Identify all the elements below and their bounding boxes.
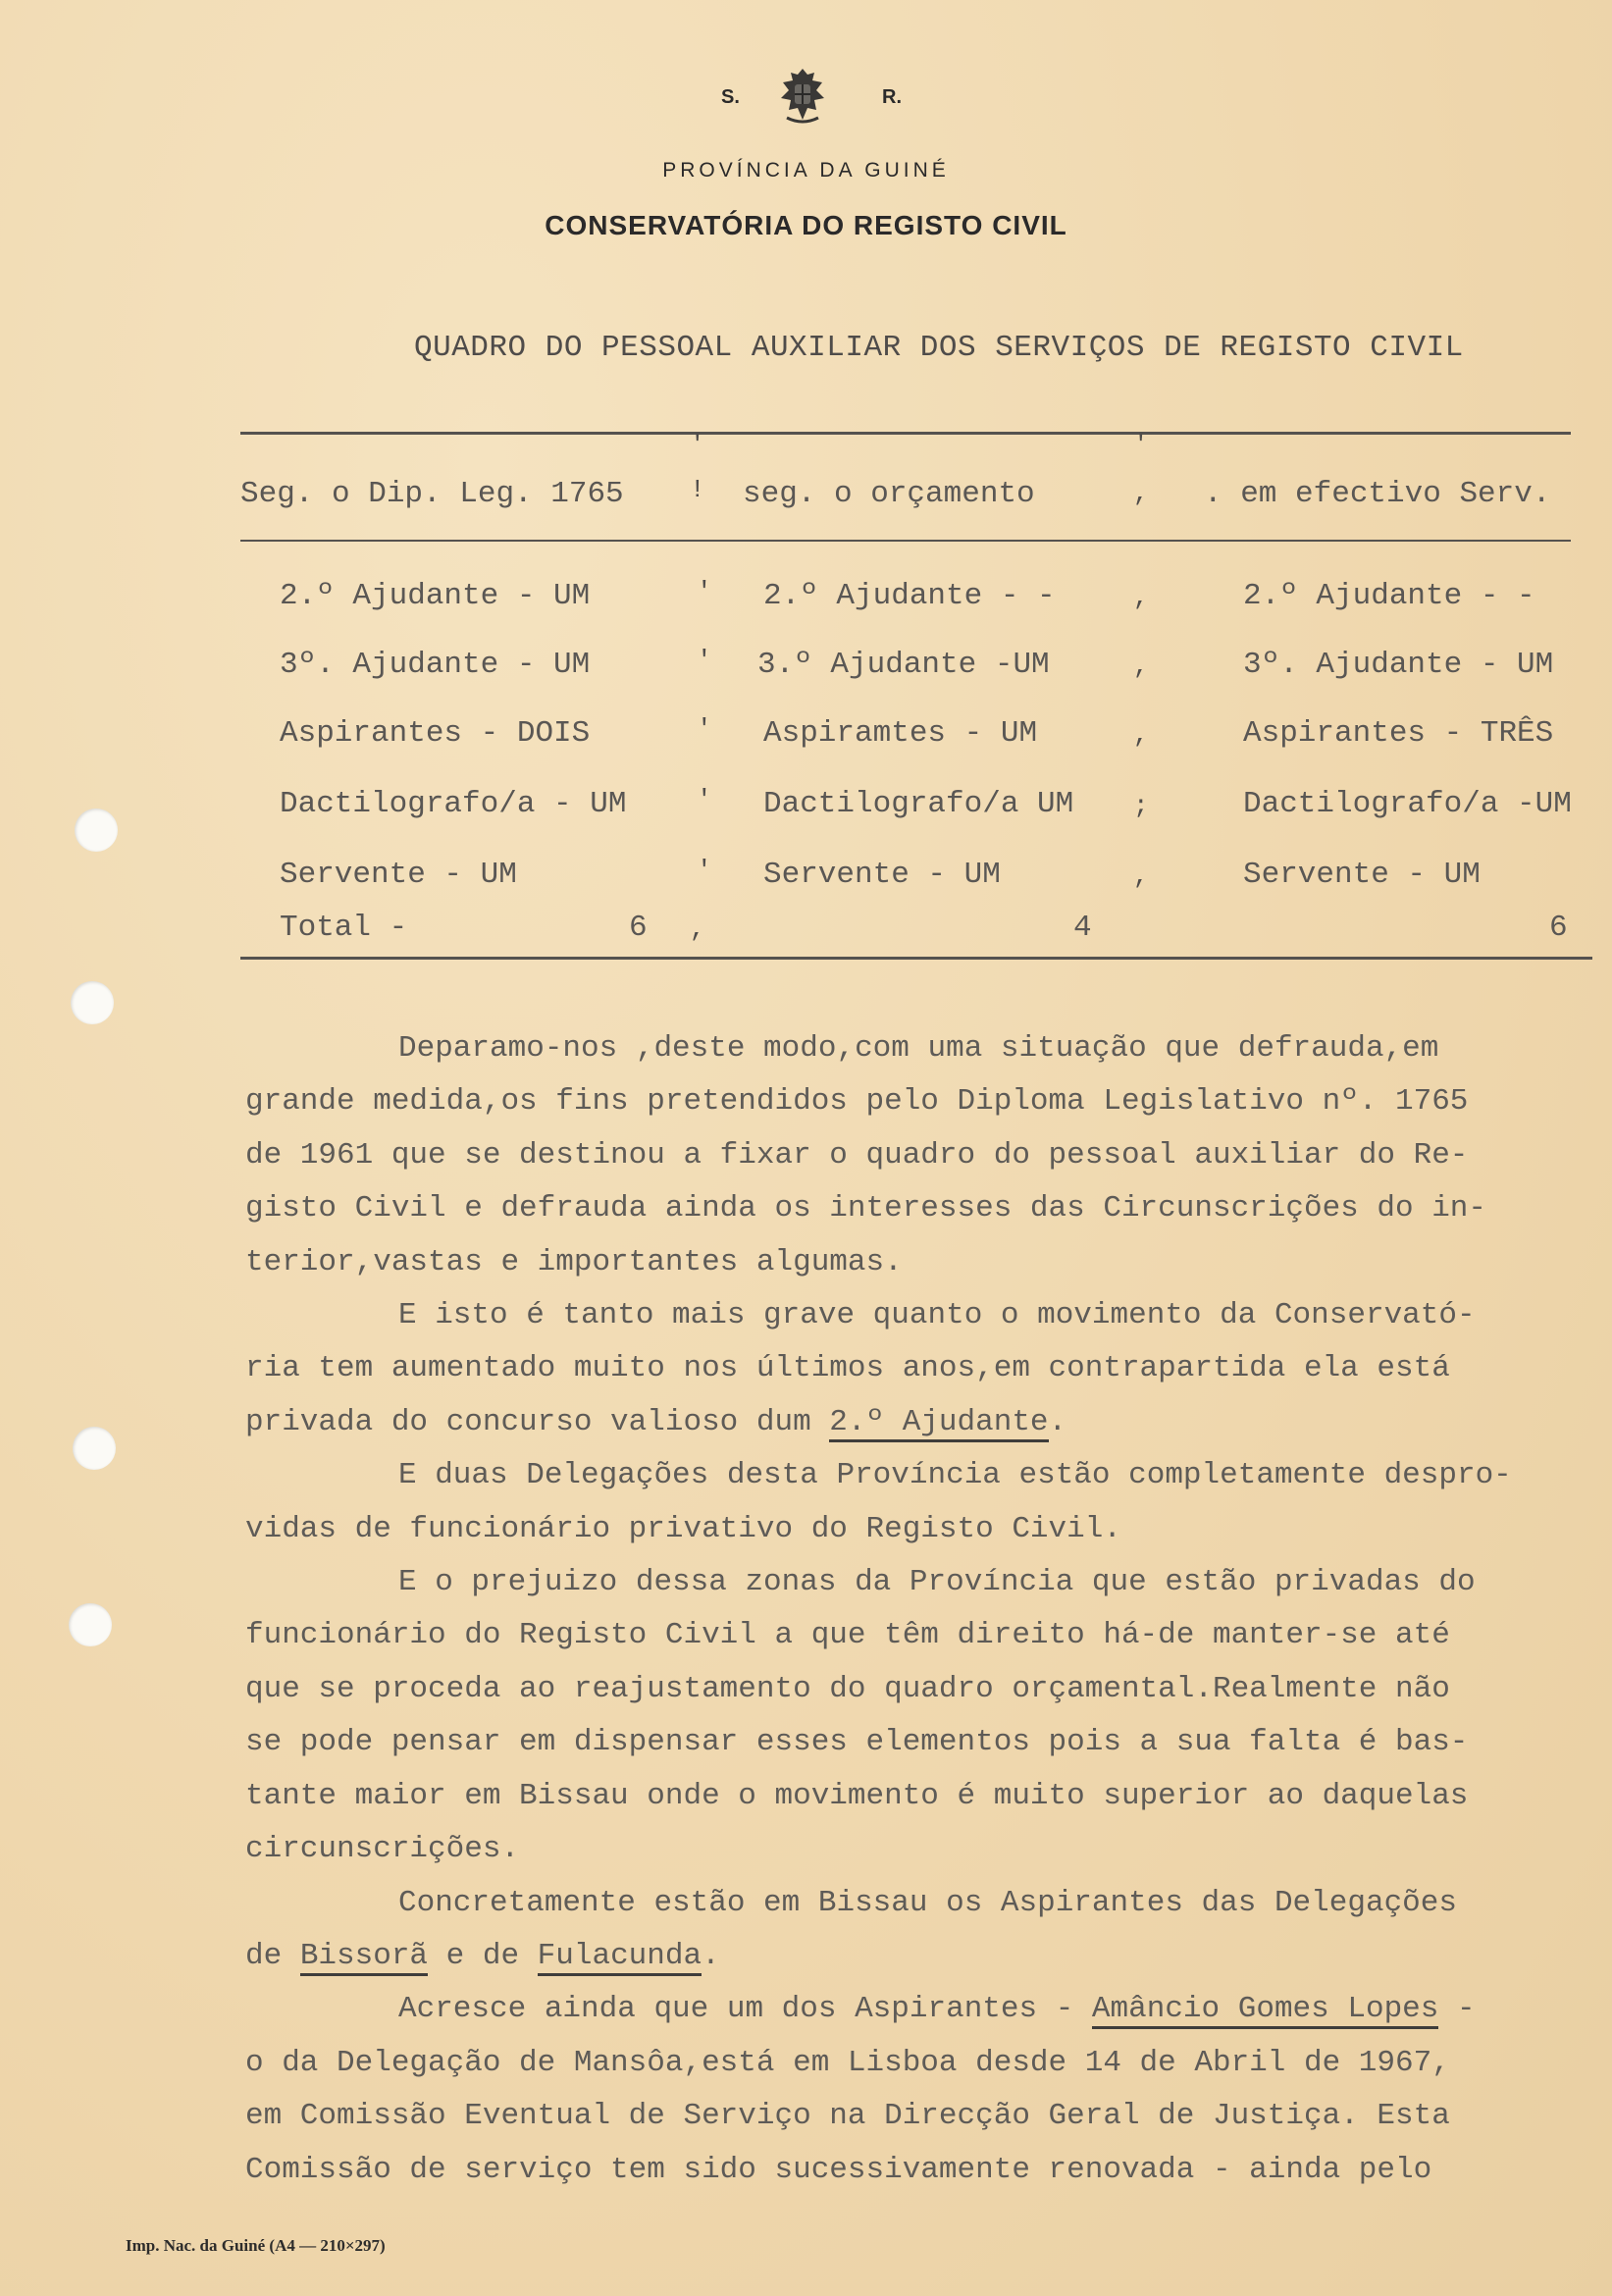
punch-hole [73, 1427, 116, 1470]
table-cell: 3º. Ajudante - UM [1243, 648, 1554, 682]
body-text-segment: terior,vastas e importantes algumas. [245, 1244, 903, 1279]
body-text-segment: Deparamo-nos ,deste modo,com uma situação que defrauda,em [398, 1031, 1439, 1066]
table-top-rule [240, 432, 1571, 435]
body-text-segment: que se proceda ao reajustamento do quadro orçamental.Realmente não [245, 1671, 1450, 1706]
body-text-segment: . [1048, 1404, 1067, 1439]
body-text-segment: ria tem aumentado muito nos últimos anos,em contrapartida ela está [245, 1351, 1450, 1386]
body-line [245, 2037, 1565, 2090]
coat-of-arms-seal [775, 65, 830, 128]
column-separator: ' [690, 430, 705, 459]
body-line [245, 1449, 1565, 1502]
body-line [245, 1556, 1565, 1609]
column-separator: ' [697, 714, 712, 744]
underlined-text: Fulacunda [538, 1939, 702, 1976]
body-line [245, 1075, 1565, 1128]
office-heading: CONSERVATÓRIA DO REGISTO CIVIL [545, 210, 1067, 240]
document-title: QUADRO DO PESSOAL AUXILIAR DOS SERVIÇOS DE REGISTO CIVIL [414, 331, 1464, 365]
column-separator: ; [1133, 791, 1149, 820]
body-line [245, 1182, 1565, 1235]
column-separator: , [1133, 479, 1149, 508]
table-cell: Servente - UM [280, 858, 517, 892]
body-text-segment: Concretamente estão em Bissau os Aspirantes das Delegações [398, 1885, 1457, 1920]
total-label: Total - [280, 911, 408, 945]
province-heading: PROVÍNCIA DA GUINÉ [662, 159, 950, 182]
underlined-text: Bissorã [300, 1939, 428, 1976]
table-cell: Dactilografo/a -UM [1243, 787, 1572, 821]
punch-hole [75, 809, 118, 852]
table-cell: 2.º Ajudante - - [1243, 579, 1535, 613]
body-text-segment: E duas Delegações desta Província estão completamente despro- [398, 1458, 1512, 1493]
body-text-segment: em Comissão Eventual de Serviço na Direcção Geral de Justiça. Esta [245, 2099, 1450, 2134]
column-separator: , [1133, 583, 1149, 612]
body-line [245, 2144, 1565, 2197]
column-separator: , [1133, 720, 1149, 750]
column-separator: ' [697, 785, 712, 814]
body-line [245, 1663, 1565, 1716]
header-cell: seg. o orçamento [743, 477, 1035, 511]
total-value: 4 [1073, 911, 1092, 945]
body-text-segment: grande medida,os fins pretendidos pelo Diploma Legislativo nº. 1765 [245, 1084, 1469, 1120]
body-text-segment: gisto Civil e defrauda ainda os interesses das Circunscrições do in- [245, 1191, 1487, 1226]
body-text-segment: funcionário do Registo Civil a que têm direito há-de manter-se até [245, 1618, 1450, 1653]
header-cell: Seg. o Dip. Leg. 1765 [240, 477, 624, 511]
body-text-segment: o da Delegação de Mansôa,está em Lisboa desde 14 de Abril de 1967, [245, 2045, 1450, 2080]
table-cell: 2.º Ajudante - UM [280, 579, 591, 613]
column-separator: , [1133, 652, 1149, 681]
table-cell: 3º. Ajudante - UM [280, 648, 591, 682]
table-bottom-rule [240, 957, 1592, 960]
body-text-segment: e de [428, 1938, 538, 1973]
body-line [245, 1770, 1565, 1823]
body-text-segment: privada do concurso valioso dum [245, 1404, 830, 1439]
body-line [245, 1129, 1565, 1182]
body-line [245, 1930, 1565, 1983]
table-cell: Servente - UM [1243, 858, 1481, 892]
table-cell: Servente - UM [763, 858, 1001, 892]
body-text-segment: E isto é tanto mais grave quanto o movimento da Conservató- [398, 1298, 1476, 1333]
body-text-segment: se pode pensar em dispensar esses elementos pois a sua falta é bas- [245, 1725, 1469, 1760]
body-line [245, 1289, 1565, 1342]
letterhead-right-initial: R. [882, 86, 902, 108]
column-separator: , [690, 914, 705, 944]
body-line [245, 1022, 1565, 1075]
header-cell: . em efectivo Serv. [1204, 477, 1551, 511]
body-line [245, 1609, 1565, 1662]
table-header-rule [240, 540, 1571, 542]
body-line [245, 1716, 1565, 1769]
letter-body [245, 1022, 1565, 2197]
body-text-segment: de 1961 que se destinou a fixar o quadro do pessoal auxiliar do Re- [245, 1137, 1469, 1173]
punch-hole [71, 981, 114, 1024]
body-text-segment: Acresce ainda que um dos Aspirantes - [398, 1992, 1092, 2027]
body-text-segment: - [1438, 1992, 1476, 2027]
body-line [245, 1236, 1565, 1289]
body-text-segment: . [702, 1938, 720, 1973]
column-separator: ' [1133, 430, 1149, 459]
column-separator: , [1133, 861, 1149, 891]
punch-hole [69, 1603, 112, 1646]
table-cell: Aspiramtes - UM [763, 716, 1038, 751]
body-line [245, 1877, 1565, 1930]
body-line [245, 2090, 1565, 2143]
body-text-segment: de [245, 1938, 300, 1973]
body-line [245, 1396, 1565, 1449]
table-cell: 2.º Ajudante - - [763, 579, 1056, 613]
total-value: 6 [1549, 911, 1568, 945]
body-text-segment: Comissão de serviço tem sido sucessivamente renovada - ainda pelo [245, 2152, 1432, 2187]
body-line [245, 1342, 1565, 1395]
body-text-segment: E o prejuizo dessa zonas da Província que estão privadas do [398, 1565, 1476, 1600]
body-text-segment: tante maior em Bissau onde o movimento é muito superior ao daquelas [245, 1778, 1469, 1813]
column-separator: ' [697, 646, 712, 675]
total-value: 6 [629, 911, 648, 945]
body-line [245, 1823, 1565, 1876]
column-separator: ! [690, 475, 705, 504]
body-text-segment: circunscrições. [245, 1832, 520, 1867]
body-line [245, 1983, 1565, 2036]
table-cell: 3.º Ajudante -UM [757, 648, 1050, 682]
column-separator: ' [697, 856, 712, 885]
table-cell: Aspirantes - DOIS [280, 716, 591, 751]
table-cell: Dactilografo/a UM [763, 787, 1074, 821]
underlined-text: 2.º Ajudante [829, 1405, 1048, 1442]
body-text-segment: vidas de funcionário privativo do Registo Civil. [245, 1511, 1121, 1546]
column-separator: ' [697, 577, 712, 606]
underlined-text: Amâncio Gomes Lopes [1092, 1992, 1438, 2029]
body-line [245, 1503, 1565, 1556]
table-cell: Aspirantes - TRÊS [1243, 716, 1554, 751]
printer-footer: Imp. Nac. da Guiné (A4 — 210×297) [126, 2236, 386, 2255]
letterhead-left-initial: S. [721, 86, 740, 108]
table-cell: Dactilografo/a - UM [280, 787, 627, 821]
